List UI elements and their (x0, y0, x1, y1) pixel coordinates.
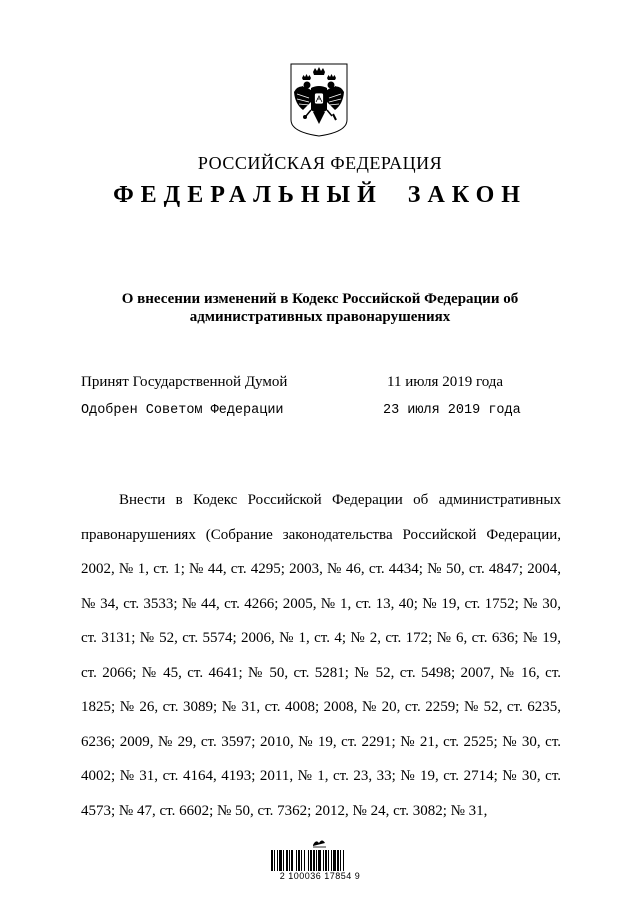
barcode-bar (301, 850, 302, 872)
adoption-label: Одобрен Советом Федерации (81, 403, 284, 418)
adoption-row-duma (81, 374, 561, 394)
state-emblem (289, 62, 349, 138)
barcode-bar (310, 850, 312, 872)
adoption-date: 23 июля 2019 года (383, 403, 521, 418)
barcode-bar (277, 850, 278, 872)
barcode-bar (325, 850, 327, 872)
barcode-bar (274, 850, 275, 872)
barcode-bar (298, 850, 300, 872)
barcode-bar (333, 850, 336, 872)
barcode-bar (313, 850, 315, 872)
barcode-bar (283, 850, 284, 872)
barcode-bar (304, 850, 305, 872)
barcode-bar (316, 850, 317, 872)
barcode-number: 2 100036 17854 9 (265, 871, 375, 881)
barcode-bar (323, 850, 324, 872)
law-title: О внесении изменений в Кодекс Российской Федерации об административных правонарушениях (121, 291, 519, 325)
barcode-bar (279, 850, 282, 872)
adoption-row-council (81, 403, 561, 423)
adoption-date: 11 июля 2019 года (387, 374, 504, 390)
barcode-bar (271, 850, 273, 872)
adoption-label: Принят Государственной Думой (81, 374, 288, 390)
barcode-bar (286, 850, 288, 872)
barcode-bar (308, 850, 309, 872)
country-heading: РОССИЙСКАЯ ФЕДЕРАЦИЯ (197, 153, 443, 173)
barcode-bar (291, 850, 293, 872)
barcode-bar (328, 850, 329, 872)
barcode-bar (296, 850, 297, 872)
barcode-bar (289, 850, 290, 872)
document-type-heading: ФЕДЕРАЛЬНЫЙ ЗАКОН (113, 182, 527, 208)
barcode-bar (340, 850, 341, 872)
body-paragraph: Внести в Кодекс Российской Федерации об административных правонарушениях (Собрание законодательства Российской Федерации, 2002, № 1, ст. 1; № 44, ст. 4295; 2003, № 46, ст. 4434; № 50, ст. 4847; 2004, № 34, ст. 3533; № 44, ст. 4266; 2005, № 1, ст. 13, 40; № 19, ст. 1752; № 30, ст. 3131; № 52, ст. 5574; 2006, № 1, ст. 4; № 2, ст. 172; № 6, ст. 636; № 19, ст. 2066; № 45, ст. 4641; № 50, ст. 5281; № 52, ст. 5498; 2007, № 16, ст. 1825; № 26, ст. 3089; № 31, ст. 4008; 2008, № 20, ст. 2259; № 52, ст. 6235, 6236; 2009, № 29, ст. 3597; 2010, № 19, ст. 2291; № 21, ст. 2525; № 30, ст. 4002; № 31, ст. 4164, 4193; 2011, № 1, ст. 23, 33; № 19, ст. 2714; № 30, ст. 4573; № 47, ст. 6602; № 50, ст. 7362; 2012, № 24, ст. 3082; № 31, (81, 492, 561, 819)
barcode-bar (343, 850, 344, 872)
state-emblem-icon (289, 62, 349, 138)
barcode-bar (331, 850, 332, 872)
barcode-bar (337, 850, 339, 872)
barcode-bar (318, 850, 321, 872)
